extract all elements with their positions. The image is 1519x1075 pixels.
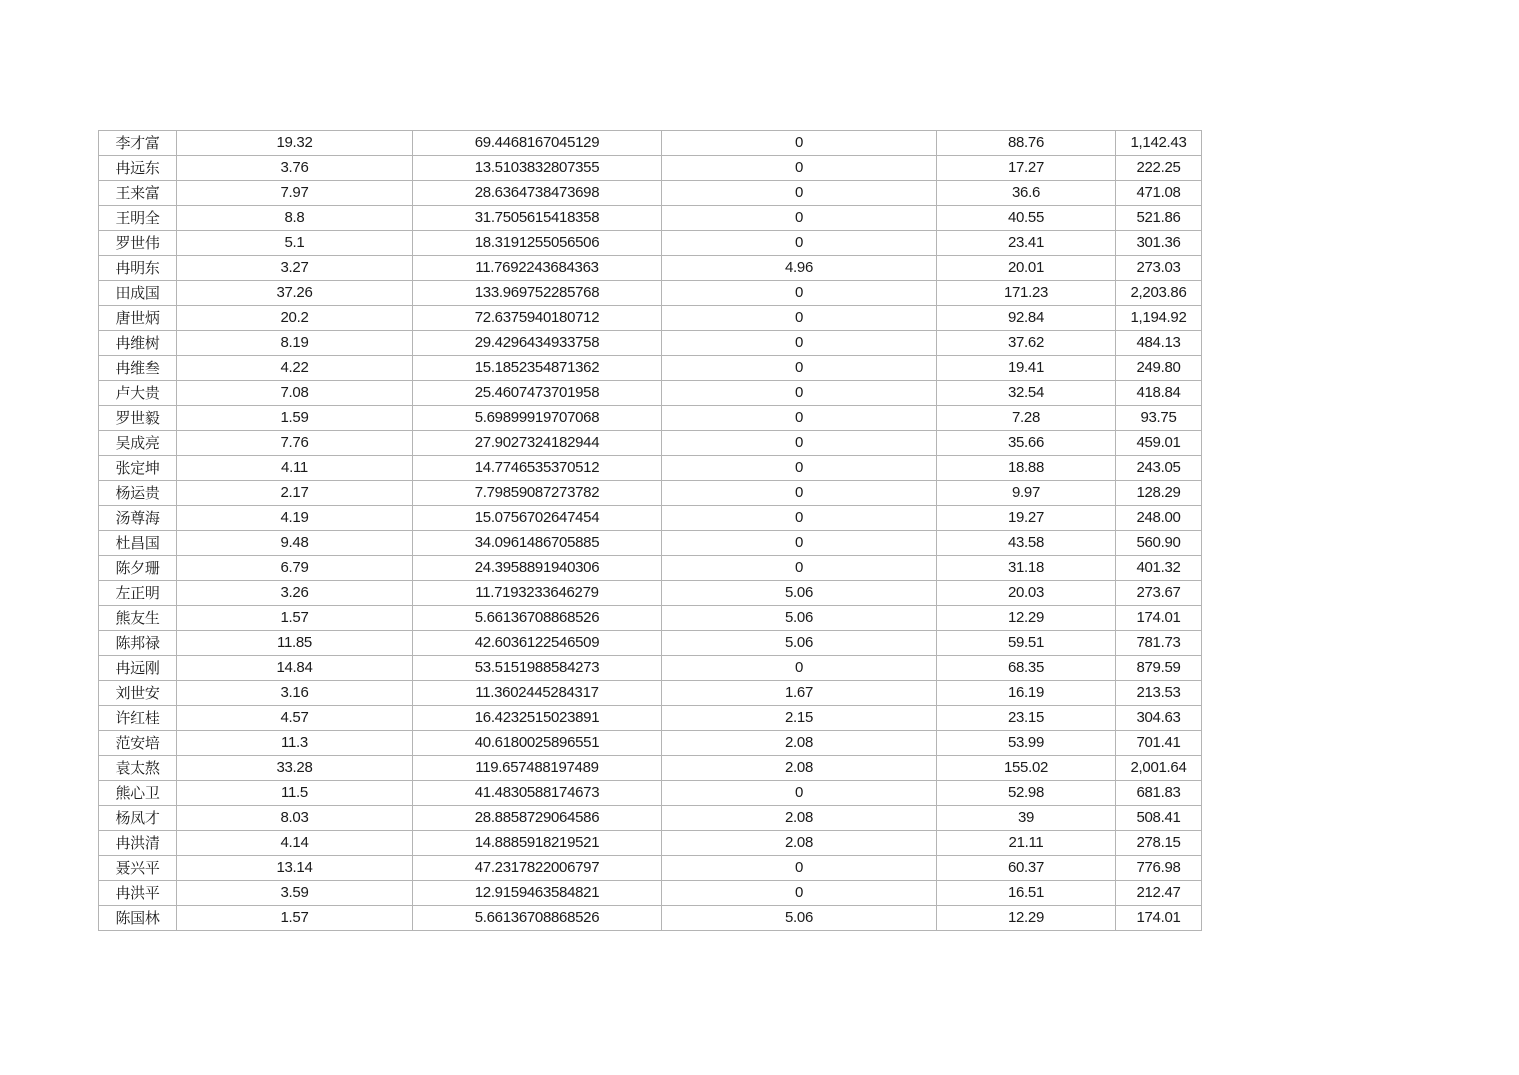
- value-a-cell: 33.28: [177, 756, 413, 781]
- total-cell: 2,203.86: [1116, 281, 1202, 306]
- name-cell: 许红桂: [99, 706, 177, 731]
- value-b-cell: 15.1852354871362: [413, 356, 662, 381]
- value-b-cell: 31.7505615418358: [413, 206, 662, 231]
- value-c-cell: 0: [662, 231, 937, 256]
- name-cell: 吴成亮: [99, 431, 177, 456]
- value-a-cell: 13.14: [177, 856, 413, 881]
- total-cell: 701.41: [1116, 731, 1202, 756]
- table-row: [99, 406, 1202, 431]
- value-c-cell: 0: [662, 506, 937, 531]
- value-b-cell: 69.4468167045129: [413, 131, 662, 156]
- table-row: [99, 881, 1202, 906]
- table-row: [99, 581, 1202, 606]
- value-c-cell: 0: [662, 556, 937, 581]
- value-b-cell: 133.969752285768: [413, 281, 662, 306]
- table-row: [99, 906, 1202, 931]
- value-b-cell: 11.7692243684363: [413, 256, 662, 281]
- value-d-cell: 16.19: [937, 681, 1116, 706]
- name-cell: 范安培: [99, 731, 177, 756]
- value-b-cell: 40.6180025896551: [413, 731, 662, 756]
- table-row: [99, 806, 1202, 831]
- table-row: [99, 381, 1202, 406]
- value-b-cell: 5.69899919707068: [413, 406, 662, 431]
- total-cell: 213.53: [1116, 681, 1202, 706]
- value-a-cell: 20.2: [177, 306, 413, 331]
- table-row: [99, 681, 1202, 706]
- value-c-cell: 0: [662, 881, 937, 906]
- table-row: [99, 831, 1202, 856]
- value-b-cell: 11.7193233646279: [413, 581, 662, 606]
- value-c-cell: 1.67: [662, 681, 937, 706]
- table-row: [99, 156, 1202, 181]
- value-d-cell: 20.03: [937, 581, 1116, 606]
- value-a-cell: 4.11: [177, 456, 413, 481]
- value-d-cell: 52.98: [937, 781, 1116, 806]
- name-cell: 王明全: [99, 206, 177, 231]
- name-cell: 熊心卫: [99, 781, 177, 806]
- total-cell: 459.01: [1116, 431, 1202, 456]
- value-a-cell: 11.3: [177, 731, 413, 756]
- name-cell: 罗世伟: [99, 231, 177, 256]
- value-a-cell: 37.26: [177, 281, 413, 306]
- table-row: [99, 556, 1202, 581]
- value-a-cell: 11.85: [177, 631, 413, 656]
- value-b-cell: 11.3602445284317: [413, 681, 662, 706]
- name-cell: 冉维叁: [99, 356, 177, 381]
- table-row: [99, 231, 1202, 256]
- value-b-cell: 25.4607473701958: [413, 381, 662, 406]
- value-a-cell: 1.59: [177, 406, 413, 431]
- name-cell: 陈夕珊: [99, 556, 177, 581]
- value-c-cell: 2.08: [662, 831, 937, 856]
- name-cell: 卢大贵: [99, 381, 177, 406]
- value-a-cell: 7.08: [177, 381, 413, 406]
- value-b-cell: 47.2317822006797: [413, 856, 662, 881]
- name-cell: 冉洪清: [99, 831, 177, 856]
- total-cell: 879.59: [1116, 656, 1202, 681]
- total-cell: 273.67: [1116, 581, 1202, 606]
- value-c-cell: 0: [662, 481, 937, 506]
- table-body: [99, 131, 1202, 931]
- table-row: [99, 506, 1202, 531]
- value-a-cell: 4.22: [177, 356, 413, 381]
- value-a-cell: 7.97: [177, 181, 413, 206]
- total-cell: 278.15: [1116, 831, 1202, 856]
- value-d-cell: 31.18: [937, 556, 1116, 581]
- value-a-cell: 4.14: [177, 831, 413, 856]
- name-cell: 张定坤: [99, 456, 177, 481]
- table-row: [99, 781, 1202, 806]
- total-cell: 174.01: [1116, 906, 1202, 931]
- name-cell: 杜昌国: [99, 531, 177, 556]
- name-cell: 冉洪平: [99, 881, 177, 906]
- value-a-cell: 9.48: [177, 531, 413, 556]
- total-cell: 418.84: [1116, 381, 1202, 406]
- name-cell: 刘世安: [99, 681, 177, 706]
- value-b-cell: 14.7746535370512: [413, 456, 662, 481]
- value-a-cell: 6.79: [177, 556, 413, 581]
- total-cell: 301.36: [1116, 231, 1202, 256]
- value-b-cell: 5.66136708868526: [413, 606, 662, 631]
- table-row: [99, 431, 1202, 456]
- value-a-cell: 4.57: [177, 706, 413, 731]
- value-d-cell: 36.6: [937, 181, 1116, 206]
- total-cell: 560.90: [1116, 531, 1202, 556]
- value-a-cell: 3.16: [177, 681, 413, 706]
- name-cell: 陈国林: [99, 906, 177, 931]
- value-c-cell: 2.08: [662, 731, 937, 756]
- table-row: [99, 256, 1202, 281]
- value-d-cell: 7.28: [937, 406, 1116, 431]
- value-c-cell: 0: [662, 781, 937, 806]
- value-b-cell: 72.6375940180712: [413, 306, 662, 331]
- value-a-cell: 19.32: [177, 131, 413, 156]
- value-d-cell: 18.88: [937, 456, 1116, 481]
- value-d-cell: 155.02: [937, 756, 1116, 781]
- value-b-cell: 53.5151988584273: [413, 656, 662, 681]
- value-d-cell: 9.97: [937, 481, 1116, 506]
- value-d-cell: 19.27: [937, 506, 1116, 531]
- value-a-cell: 14.84: [177, 656, 413, 681]
- value-c-cell: 2.15: [662, 706, 937, 731]
- value-c-cell: 5.06: [662, 606, 937, 631]
- name-cell: 田成国: [99, 281, 177, 306]
- value-d-cell: 43.58: [937, 531, 1116, 556]
- value-a-cell: 4.19: [177, 506, 413, 531]
- value-d-cell: 12.29: [937, 606, 1116, 631]
- total-cell: 508.41: [1116, 806, 1202, 831]
- name-cell: 冉远东: [99, 156, 177, 181]
- name-cell: 冉明东: [99, 256, 177, 281]
- value-a-cell: 8.19: [177, 331, 413, 356]
- value-b-cell: 29.4296434933758: [413, 331, 662, 356]
- value-d-cell: 23.15: [937, 706, 1116, 731]
- value-b-cell: 24.3958891940306: [413, 556, 662, 581]
- value-b-cell: 16.4232515023891: [413, 706, 662, 731]
- value-c-cell: 0: [662, 306, 937, 331]
- value-a-cell: 3.27: [177, 256, 413, 281]
- value-b-cell: 42.6036122546509: [413, 631, 662, 656]
- value-c-cell: 5.06: [662, 581, 937, 606]
- name-cell: 杨凤才: [99, 806, 177, 831]
- table-row: [99, 756, 1202, 781]
- value-c-cell: 0: [662, 856, 937, 881]
- value-c-cell: 0: [662, 156, 937, 181]
- name-cell: 左正明: [99, 581, 177, 606]
- table-row: [99, 306, 1202, 331]
- total-cell: 1,194.92: [1116, 306, 1202, 331]
- table-row: [99, 206, 1202, 231]
- total-cell: 484.13: [1116, 331, 1202, 356]
- value-a-cell: 8.8: [177, 206, 413, 231]
- value-d-cell: 35.66: [937, 431, 1116, 456]
- total-cell: 521.86: [1116, 206, 1202, 231]
- value-c-cell: 0: [662, 656, 937, 681]
- value-d-cell: 92.84: [937, 306, 1116, 331]
- total-cell: 273.03: [1116, 256, 1202, 281]
- value-b-cell: 15.0756702647454: [413, 506, 662, 531]
- name-cell: 冉远刚: [99, 656, 177, 681]
- value-d-cell: 23.41: [937, 231, 1116, 256]
- value-b-cell: 28.6364738473698: [413, 181, 662, 206]
- value-d-cell: 40.55: [937, 206, 1116, 231]
- total-cell: 174.01: [1116, 606, 1202, 631]
- value-b-cell: 119.657488197489: [413, 756, 662, 781]
- value-a-cell: 1.57: [177, 606, 413, 631]
- value-d-cell: 17.27: [937, 156, 1116, 181]
- table-row: [99, 656, 1202, 681]
- total-cell: 248.00: [1116, 506, 1202, 531]
- value-d-cell: 88.76: [937, 131, 1116, 156]
- value-b-cell: 7.79859087273782: [413, 481, 662, 506]
- value-d-cell: 12.29: [937, 906, 1116, 931]
- value-d-cell: 53.99: [937, 731, 1116, 756]
- value-b-cell: 18.3191255056506: [413, 231, 662, 256]
- value-a-cell: 7.76: [177, 431, 413, 456]
- table-row: [99, 131, 1202, 156]
- total-cell: 781.73: [1116, 631, 1202, 656]
- value-c-cell: 5.06: [662, 906, 937, 931]
- value-d-cell: 37.62: [937, 331, 1116, 356]
- name-cell: 王来富: [99, 181, 177, 206]
- table-row: [99, 356, 1202, 381]
- total-cell: 304.63: [1116, 706, 1202, 731]
- total-cell: 401.32: [1116, 556, 1202, 581]
- name-cell: 袁太熬: [99, 756, 177, 781]
- value-b-cell: 12.9159463584821: [413, 881, 662, 906]
- table-row: [99, 481, 1202, 506]
- data-table: [98, 130, 1202, 931]
- value-b-cell: 13.5103832807355: [413, 156, 662, 181]
- name-cell: 陈邦禄: [99, 631, 177, 656]
- table-row: [99, 456, 1202, 481]
- value-d-cell: 59.51: [937, 631, 1116, 656]
- value-b-cell: 28.8858729064586: [413, 806, 662, 831]
- value-c-cell: 0: [662, 356, 937, 381]
- value-d-cell: 32.54: [937, 381, 1116, 406]
- value-c-cell: 0: [662, 331, 937, 356]
- total-cell: 249.80: [1116, 356, 1202, 381]
- value-d-cell: 19.41: [937, 356, 1116, 381]
- table-row: [99, 856, 1202, 881]
- total-cell: 212.47: [1116, 881, 1202, 906]
- value-a-cell: 11.5: [177, 781, 413, 806]
- table-row: [99, 606, 1202, 631]
- total-cell: 128.29: [1116, 481, 1202, 506]
- value-a-cell: 8.03: [177, 806, 413, 831]
- name-cell: 杨运贵: [99, 481, 177, 506]
- value-c-cell: 0: [662, 206, 937, 231]
- value-b-cell: 27.9027324182944: [413, 431, 662, 456]
- name-cell: 汤尊海: [99, 506, 177, 531]
- table-row: [99, 281, 1202, 306]
- value-a-cell: 5.1: [177, 231, 413, 256]
- table-row: [99, 631, 1202, 656]
- value-a-cell: 1.57: [177, 906, 413, 931]
- value-c-cell: 4.96: [662, 256, 937, 281]
- value-d-cell: 60.37: [937, 856, 1116, 881]
- value-b-cell: 34.0961486705885: [413, 531, 662, 556]
- table-row: [99, 731, 1202, 756]
- value-c-cell: 0: [662, 381, 937, 406]
- value-c-cell: 2.08: [662, 756, 937, 781]
- value-c-cell: 0: [662, 281, 937, 306]
- value-d-cell: 171.23: [937, 281, 1116, 306]
- value-c-cell: 0: [662, 181, 937, 206]
- value-c-cell: 2.08: [662, 806, 937, 831]
- total-cell: 681.83: [1116, 781, 1202, 806]
- value-d-cell: 68.35: [937, 656, 1116, 681]
- value-c-cell: 0: [662, 456, 937, 481]
- total-cell: 1,142.43: [1116, 131, 1202, 156]
- total-cell: 2,001.64: [1116, 756, 1202, 781]
- value-d-cell: 21.11: [937, 831, 1116, 856]
- name-cell: 冉维树: [99, 331, 177, 356]
- name-cell: 聂兴平: [99, 856, 177, 881]
- value-c-cell: 0: [662, 431, 937, 456]
- name-cell: 罗世毅: [99, 406, 177, 431]
- value-c-cell: 5.06: [662, 631, 937, 656]
- total-cell: 93.75: [1116, 406, 1202, 431]
- value-b-cell: 5.66136708868526: [413, 906, 662, 931]
- value-c-cell: 0: [662, 406, 937, 431]
- total-cell: 471.08: [1116, 181, 1202, 206]
- value-d-cell: 39: [937, 806, 1116, 831]
- total-cell: 222.25: [1116, 156, 1202, 181]
- value-d-cell: 20.01: [937, 256, 1116, 281]
- table-row: [99, 181, 1202, 206]
- total-cell: 776.98: [1116, 856, 1202, 881]
- value-c-cell: 0: [662, 131, 937, 156]
- value-a-cell: 2.17: [177, 481, 413, 506]
- value-a-cell: 3.59: [177, 881, 413, 906]
- value-a-cell: 3.76: [177, 156, 413, 181]
- table-row: [99, 531, 1202, 556]
- table-row: [99, 706, 1202, 731]
- value-c-cell: 0: [662, 531, 937, 556]
- name-cell: 李才富: [99, 131, 177, 156]
- value-b-cell: 14.8885918219521: [413, 831, 662, 856]
- total-cell: 243.05: [1116, 456, 1202, 481]
- name-cell: 熊友生: [99, 606, 177, 631]
- value-b-cell: 41.4830588174673: [413, 781, 662, 806]
- name-cell: 唐世炳: [99, 306, 177, 331]
- value-d-cell: 16.51: [937, 881, 1116, 906]
- table-row: [99, 331, 1202, 356]
- value-a-cell: 3.26: [177, 581, 413, 606]
